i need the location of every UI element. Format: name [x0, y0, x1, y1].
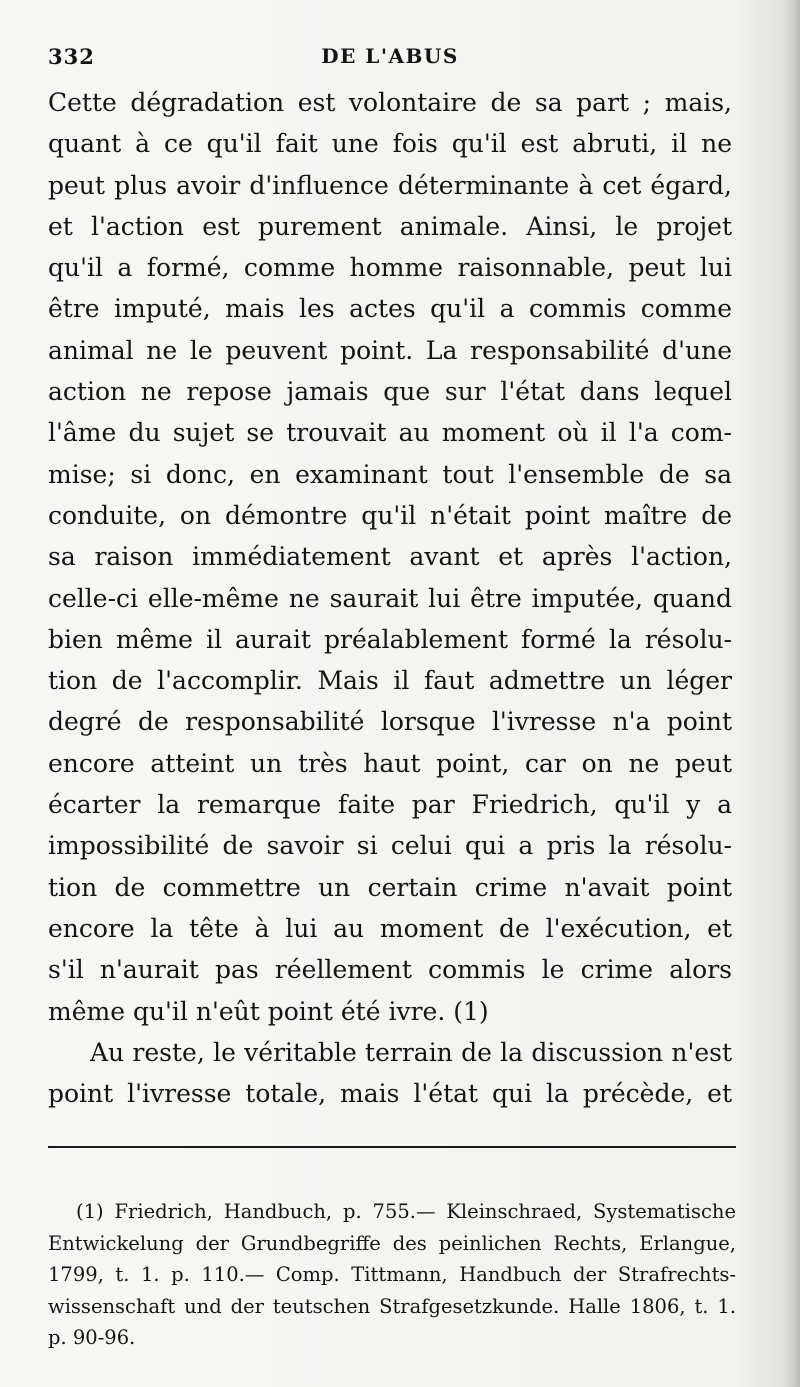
- text-line: tion de commettre un certain crime n'avait point: [48, 872, 732, 902]
- text-line: peut plus avoir d'influence déterminante à cet égard,: [48, 170, 732, 200]
- footnote-line: (1) Friedrich, Handbuch, p. 755.— Kleinschraed, Systematische: [76, 1200, 736, 1223]
- text-line: animal ne le peuvent point. La responsabilité d'une: [48, 335, 732, 365]
- text-line: celle-ci elle-même ne saurait lui être imputée, quand: [48, 583, 732, 613]
- text-line: impossibilité de savoir si celui qui a pris la résolu-: [48, 831, 732, 861]
- footnote-line: 1799, t. 1. p. 110.— Comp. Tittmann, Handbuch der Strafrechts-: [48, 1263, 736, 1286]
- text-line: Au reste, le véritable terrain de la discussion n'est: [90, 1037, 732, 1067]
- text-line: et l'action est purement animale. Ainsi, le projet: [48, 211, 732, 241]
- text-line: qu'il a formé, comme homme raisonnable, peut lui: [48, 253, 732, 283]
- running-head: DE L'ABUS: [321, 44, 459, 68]
- text-line: degré de responsabilité lorsque l'ivresse n'a point: [48, 707, 732, 737]
- footnotes: [48, 1196, 736, 1354]
- text-line: même qu'il n'eût point été ivre. (1): [48, 996, 489, 1026]
- footnote-line: Entwickelung der Grundbegriffe des peinlichen Rechts, Erlangue,: [48, 1231, 736, 1255]
- text-line: l'âme du sujet se trouvait au moment où il l'a com-: [48, 418, 732, 448]
- body-text: [48, 82, 732, 1114]
- footnote-rule: [48, 1146, 736, 1148]
- text-line: Cette dégradation est volontaire de sa part ; mais,: [48, 88, 732, 117]
- page-header: [48, 44, 732, 74]
- page-edge-shadow: [784, 0, 800, 1387]
- text-line: mise; si donc, en examinant tout l'ensemble de sa: [48, 459, 732, 489]
- footnote-line: p. 90-96.: [48, 1326, 136, 1349]
- text-line: bien même il aurait préalablement formé la résolu-: [48, 624, 732, 654]
- page-number: 332: [48, 44, 95, 69]
- footnote-line: wissenschaft und der teutschen Strafgesetzkunde. Halle 1806, t. 1.: [48, 1294, 736, 1318]
- text-line: tion de l'accomplir. Mais il faut admettre un léger: [48, 666, 732, 696]
- text-line: encore atteint un très haut point, car on ne peut: [48, 748, 732, 778]
- text-line: sa raison immédiatement avant et après l'action,: [48, 542, 732, 572]
- text-line: s'il n'aurait pas réellement commis le crime alors: [48, 955, 732, 985]
- text-line: encore la tête à lui au moment de l'exécution, et: [48, 913, 732, 943]
- text-line: quant à ce qu'il fait une fois qu'il est abruti, il ne: [48, 129, 732, 159]
- text-line: écarter la remarque faite par Friedrich, qu'il y a: [48, 790, 732, 820]
- text-line: point l'ivresse totale, mais l'état qui la précède, et: [48, 1079, 732, 1109]
- text-line: être imputé, mais les actes qu'il a commis comme: [48, 294, 732, 324]
- text-line: action ne repose jamais que sur l'état dans lequel: [48, 377, 732, 407]
- text-line: conduite, on démontre qu'il n'était point maître de: [48, 500, 732, 530]
